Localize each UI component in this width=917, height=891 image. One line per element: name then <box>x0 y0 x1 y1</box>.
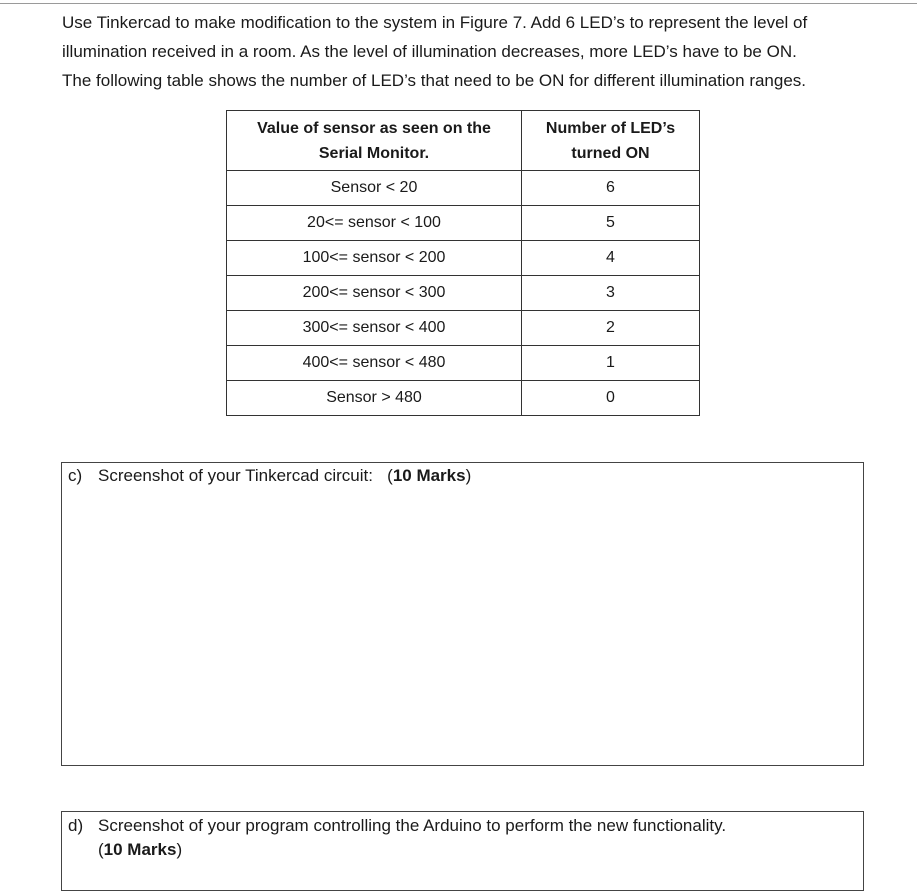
question-d-marks-open: ( <box>98 840 104 859</box>
question-d-marks-line <box>68 838 726 862</box>
question-c-letter: c) <box>68 466 83 485</box>
table-row <box>227 241 700 276</box>
sensor-range-cell: Sensor < 20 <box>227 171 522 206</box>
question-c-marks: 10 Marks <box>392 466 466 485</box>
table-row <box>227 206 700 241</box>
sensor-range-cell: 20<= sensor < 100 <box>227 206 522 241</box>
header-led-count <box>522 111 700 171</box>
answer-box-program-screenshot[interactable] <box>61 811 864 891</box>
led-count-cell: 1 <box>522 346 700 381</box>
led-count-cell: 2 <box>522 311 700 346</box>
table-row <box>227 311 700 346</box>
question-c-text: Screenshot of your Tinkercad circuit: <box>98 466 373 485</box>
question-c-marks-close: ) <box>465 466 472 485</box>
question-d-text: Screenshot of your program controlling the Arduino to perform the new functionality. <box>98 816 727 835</box>
header-sensor-value-line1: Value of sensor as seen on the <box>257 119 491 137</box>
led-count-cell: 0 <box>522 381 700 416</box>
sensor-range-cell: 200<= sensor < 300 <box>227 276 522 311</box>
question-d-letter: d) <box>68 816 84 835</box>
question-c-label <box>68 464 471 488</box>
header-led-count-line1: Number of LED’s <box>545 119 676 137</box>
table-header-row <box>227 111 700 171</box>
question-d-marks: 10 Marks <box>103 840 177 859</box>
question-d-label <box>68 814 726 862</box>
question-c-marks-open: ( <box>387 466 393 485</box>
header-sensor-value-line2: Serial Monitor. <box>318 144 430 162</box>
illumination-led-table <box>226 110 700 416</box>
table-row <box>227 381 700 416</box>
led-count-cell: 4 <box>522 241 700 276</box>
page-top-rule <box>0 3 917 4</box>
sensor-range-cell: Sensor > 480 <box>227 381 522 416</box>
sensor-range-cell: 400<= sensor < 480 <box>227 346 522 381</box>
question-d-marks-close: ) <box>176 840 183 859</box>
header-led-count-line2: turned ON <box>571 144 650 162</box>
led-count-cell: 6 <box>522 171 700 206</box>
sensor-range-cell: 300<= sensor < 400 <box>227 311 522 346</box>
instructions-line: illumination received in a room. As the level of illumination decreases, more LED’s have to be ON. <box>62 42 797 61</box>
instructions-line: The following table shows the number of LED’s that need to be ON for different illumination ranges. <box>62 71 807 90</box>
led-count-cell: 5 <box>522 206 700 241</box>
header-sensor-value <box>227 111 522 171</box>
led-count-cell: 3 <box>522 276 700 311</box>
instructions-paragraph <box>62 8 870 95</box>
sensor-range-cell: 100<= sensor < 200 <box>227 241 522 276</box>
table-row <box>227 346 700 381</box>
table-row <box>227 276 700 311</box>
table-row <box>227 171 700 206</box>
answer-box-circuit-screenshot[interactable] <box>61 462 864 766</box>
instructions-line: Use Tinkercad to make modification to the system in Figure 7. Add 6 LED’s to represent the level of <box>62 13 808 32</box>
